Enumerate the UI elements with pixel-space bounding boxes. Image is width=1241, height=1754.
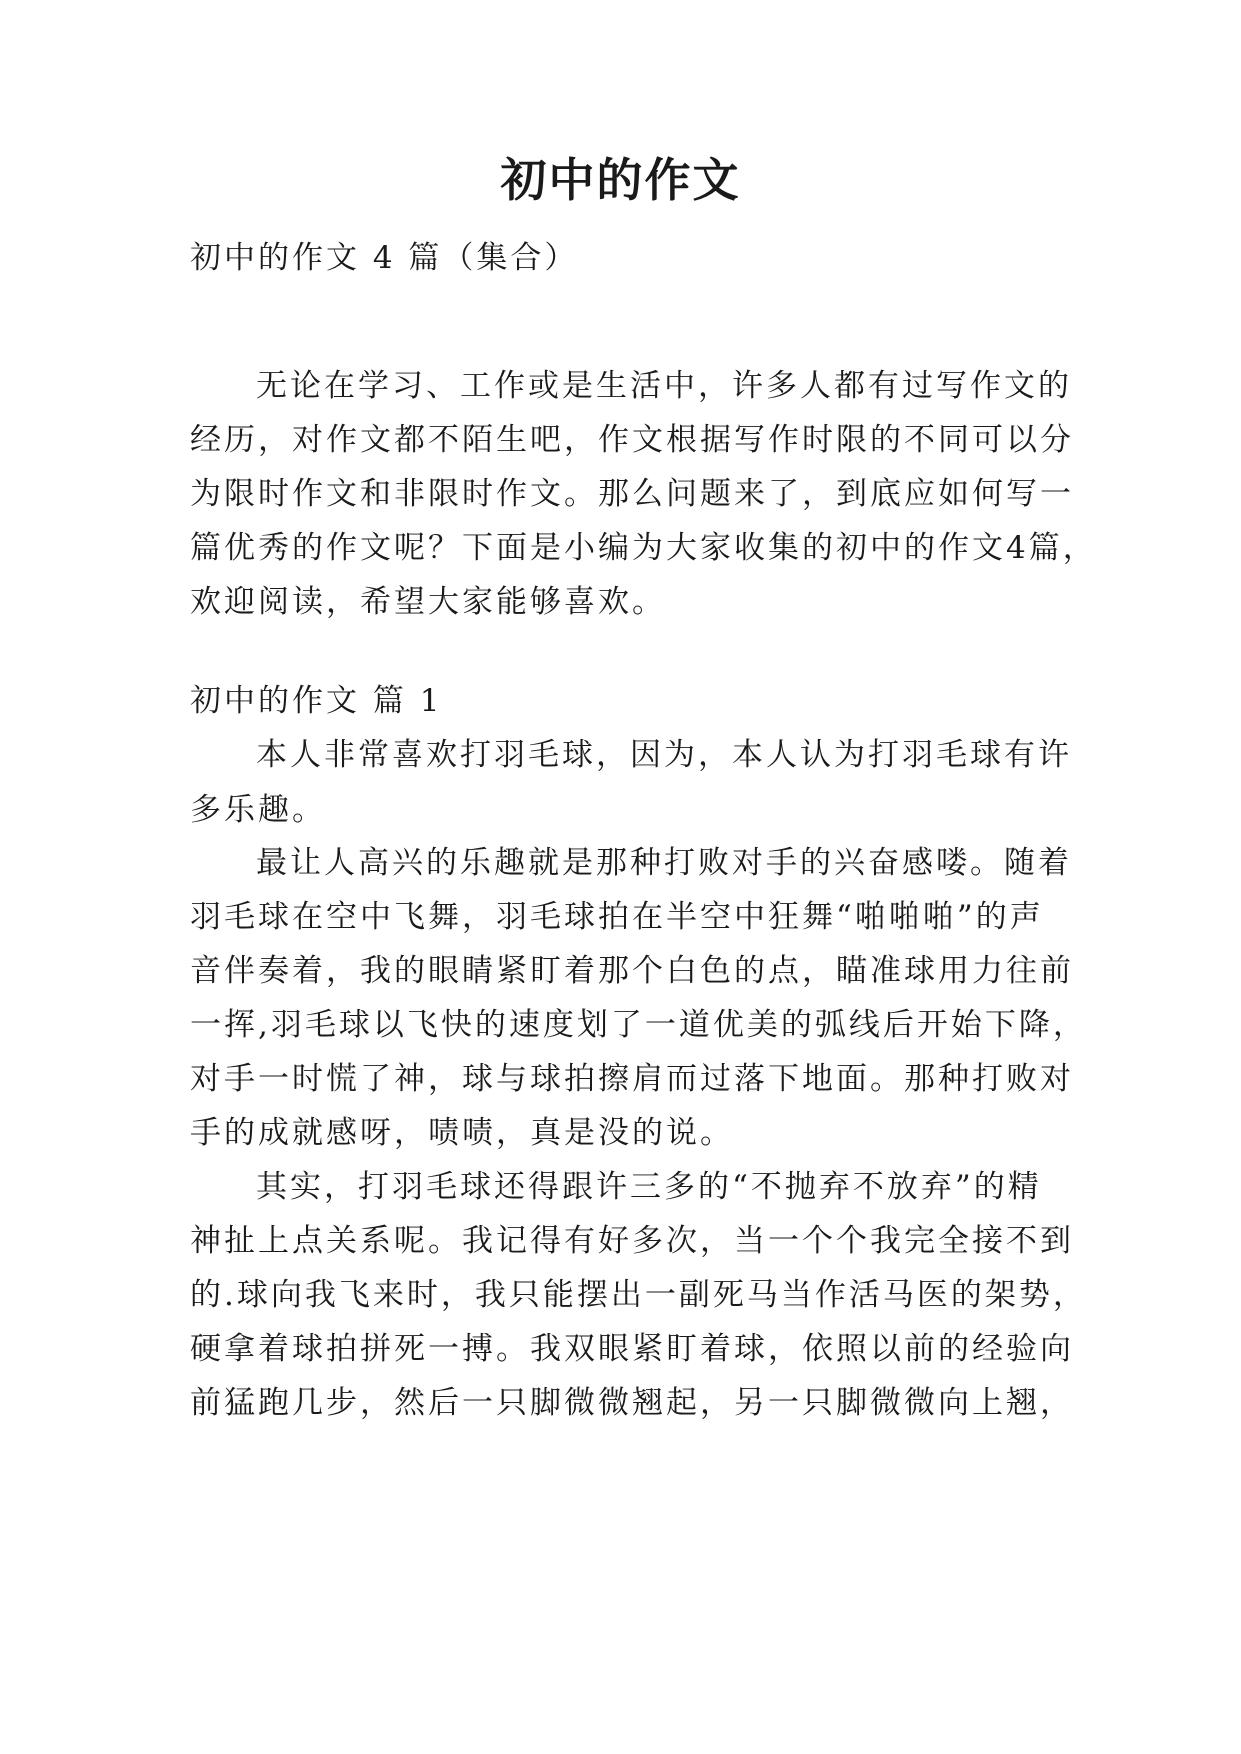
body-line: 硬拿着球拍拼死一搏。我双眼紧盯着球，依照以前的经验向 <box>190 1331 1074 1367</box>
intro-line: 无论在学习、工作或是生活中，许多人都有过写作文的 <box>256 368 1072 404</box>
section-heading: 初中的作文 篇 1 <box>190 683 443 719</box>
body-line: 其实，打羽毛球还得跟许三多的“不抛弃不放弃”的精 <box>256 1169 1042 1205</box>
document-title: 初中的作文 <box>500 153 741 207</box>
document-subtitle: 初中的作文 4 篇（集合） <box>190 240 579 276</box>
body-line: 多乐趣。 <box>190 792 326 828</box>
body-line: 一挥,羽毛球以飞快的速度划了一道优美的弧线后开始下降， <box>190 1007 1087 1043</box>
body-line: 手的成就感呀，啧啧，真是没的说。 <box>190 1115 734 1151</box>
intro-line: 篇优秀的作文呢？下面是小编为大家收集的初中的作文4篇， <box>190 530 1097 566</box>
body-line: 音伴奏着，我的眼睛紧盯着那个白色的点，瞄准球用力往前 <box>190 953 1074 989</box>
body-line: 的.球向我飞来时，我只能摆出一副死马当作活马医的架势， <box>190 1277 1087 1313</box>
body-line: 神扯上点关系呢。我记得有好多次，当一个个我完全接不到 <box>190 1223 1074 1259</box>
body-line: 对手一时慌了神，球与球拍擦肩而过落下地面。那种打败对 <box>190 1061 1074 1097</box>
body-line: 最让人高兴的乐趣就是那种打败对手的兴奋感喽。随着 <box>256 845 1072 881</box>
intro-line: 欢迎阅读，希望大家能够喜欢。 <box>190 584 666 620</box>
intro-line: 为限时作文和非限时作文。那么问题来了，到底应如何写一 <box>190 476 1074 512</box>
body-line: 本人非常喜欢打羽毛球，因为，本人认为打羽毛球有许 <box>256 737 1072 773</box>
intro-line: 经历，对作文都不陌生吧，作文根据写作时限的不同可以分 <box>190 422 1074 458</box>
body-line: 羽毛球在空中飞舞，羽毛球拍在半空中狂舞“啪啪啪”的声 <box>190 899 1044 935</box>
body-line: 前猛跑几步，然后一只脚微微翘起，另一只脚微微向上翘， <box>190 1385 1074 1421</box>
